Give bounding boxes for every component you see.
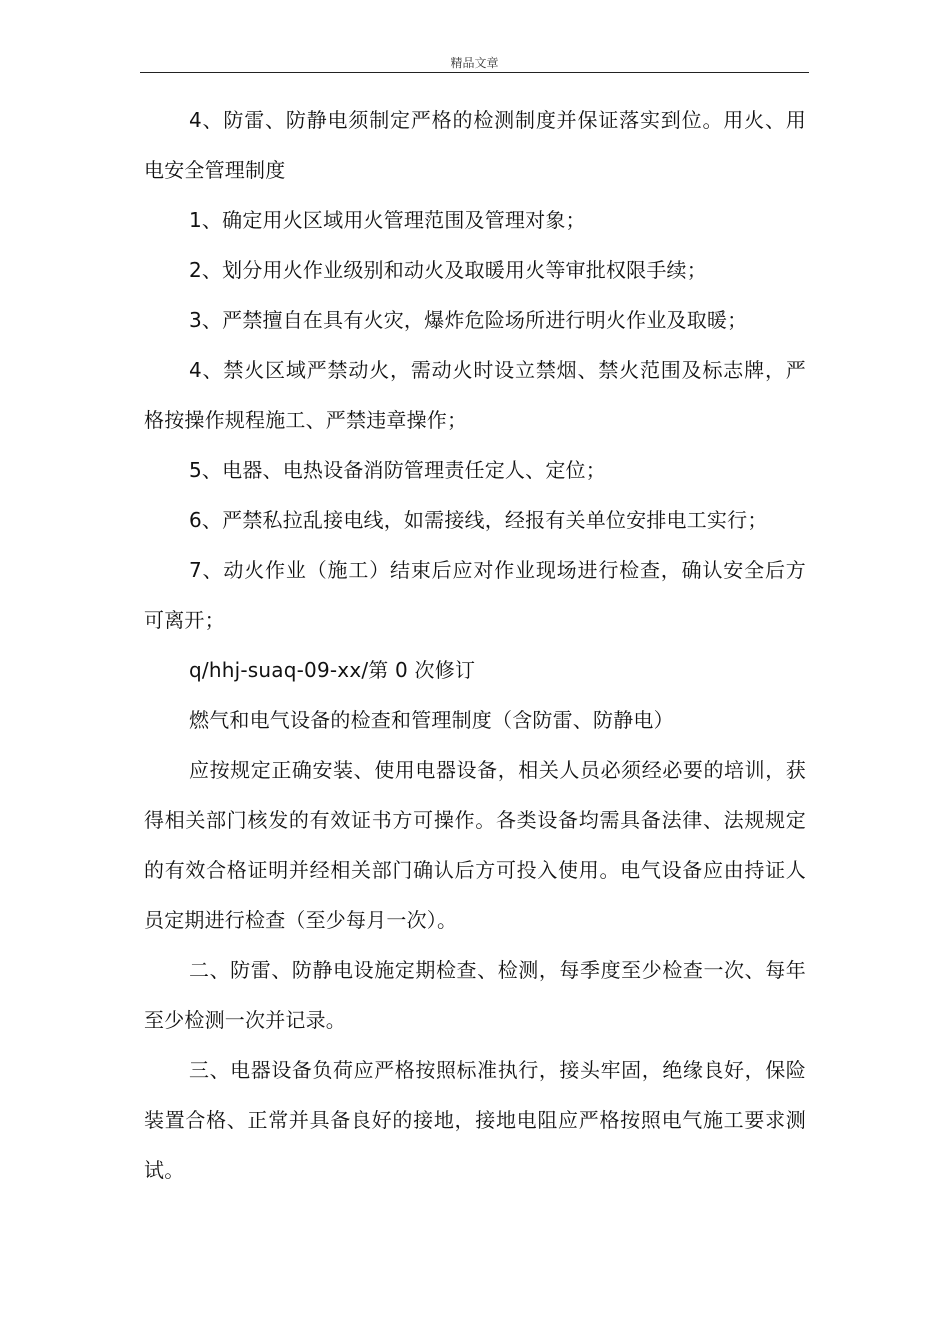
paragraph: 6、严禁私拉乱接电线，如需接线，经报有关单位安排电工实行； (189, 508, 768, 532)
document-body (144, 95, 806, 1195)
paragraph: 三、电器设备负荷应严格按照标准执行，接头牢固，绝缘良好，保险装置合格、正常并具备良好的接地，接地电阻应严格按照电气施工要求测试。 (144, 1058, 806, 1182)
header-title: 精品文章 (450, 56, 499, 70)
paragraph: 5、电器、电热设备消防管理责任定人、定位； (189, 458, 606, 482)
paragraph: 应按规定正确安装、使用电器设备，相关人员必须经必要的培训，获得相关部门核发的有效证书方可操作。各类设备均需具备法律、法规规定的有效合格证明并经相关部门确认后方可投入使用。电气设备应由持证人员定期进行检查（至少每月一次）。 (144, 758, 806, 932)
paragraph: 7、动火作业（施工）结束后应对作业现场进行检查，确认安全后方可离开； (144, 558, 806, 632)
section-title: 燃气和电气设备的检查和管理制度（含防雷、防静电） (189, 708, 674, 732)
paragraph: 4、防雷、防静电须制定严格的检测制度并保证落实到位。用火、用电安全管理制度 (144, 108, 806, 182)
paragraph: 二、防雷、防静电设施定期检查、检测，每季度至少检查一次、每年至少检测一次并记录。 (144, 958, 806, 1032)
page-header (140, 52, 809, 73)
paragraph: 3、严禁擅自在具有火灾，爆炸危险场所进行明火作业及取暖； (189, 308, 748, 332)
document-code: q/hhj-suaq-09-xx/第 0 次修订 (189, 658, 476, 682)
paragraph: 2、划分用火作业级别和动火及取暖用火等审批权限手续； (189, 258, 707, 282)
paragraph: 4、禁火区域严禁动火，需动火时设立禁烟、禁火范围及标志牌，严格按操作规程施工、严禁违章操作； (144, 358, 806, 432)
paragraph: 1、确定用火区域用火管理范围及管理对象； (189, 208, 586, 232)
